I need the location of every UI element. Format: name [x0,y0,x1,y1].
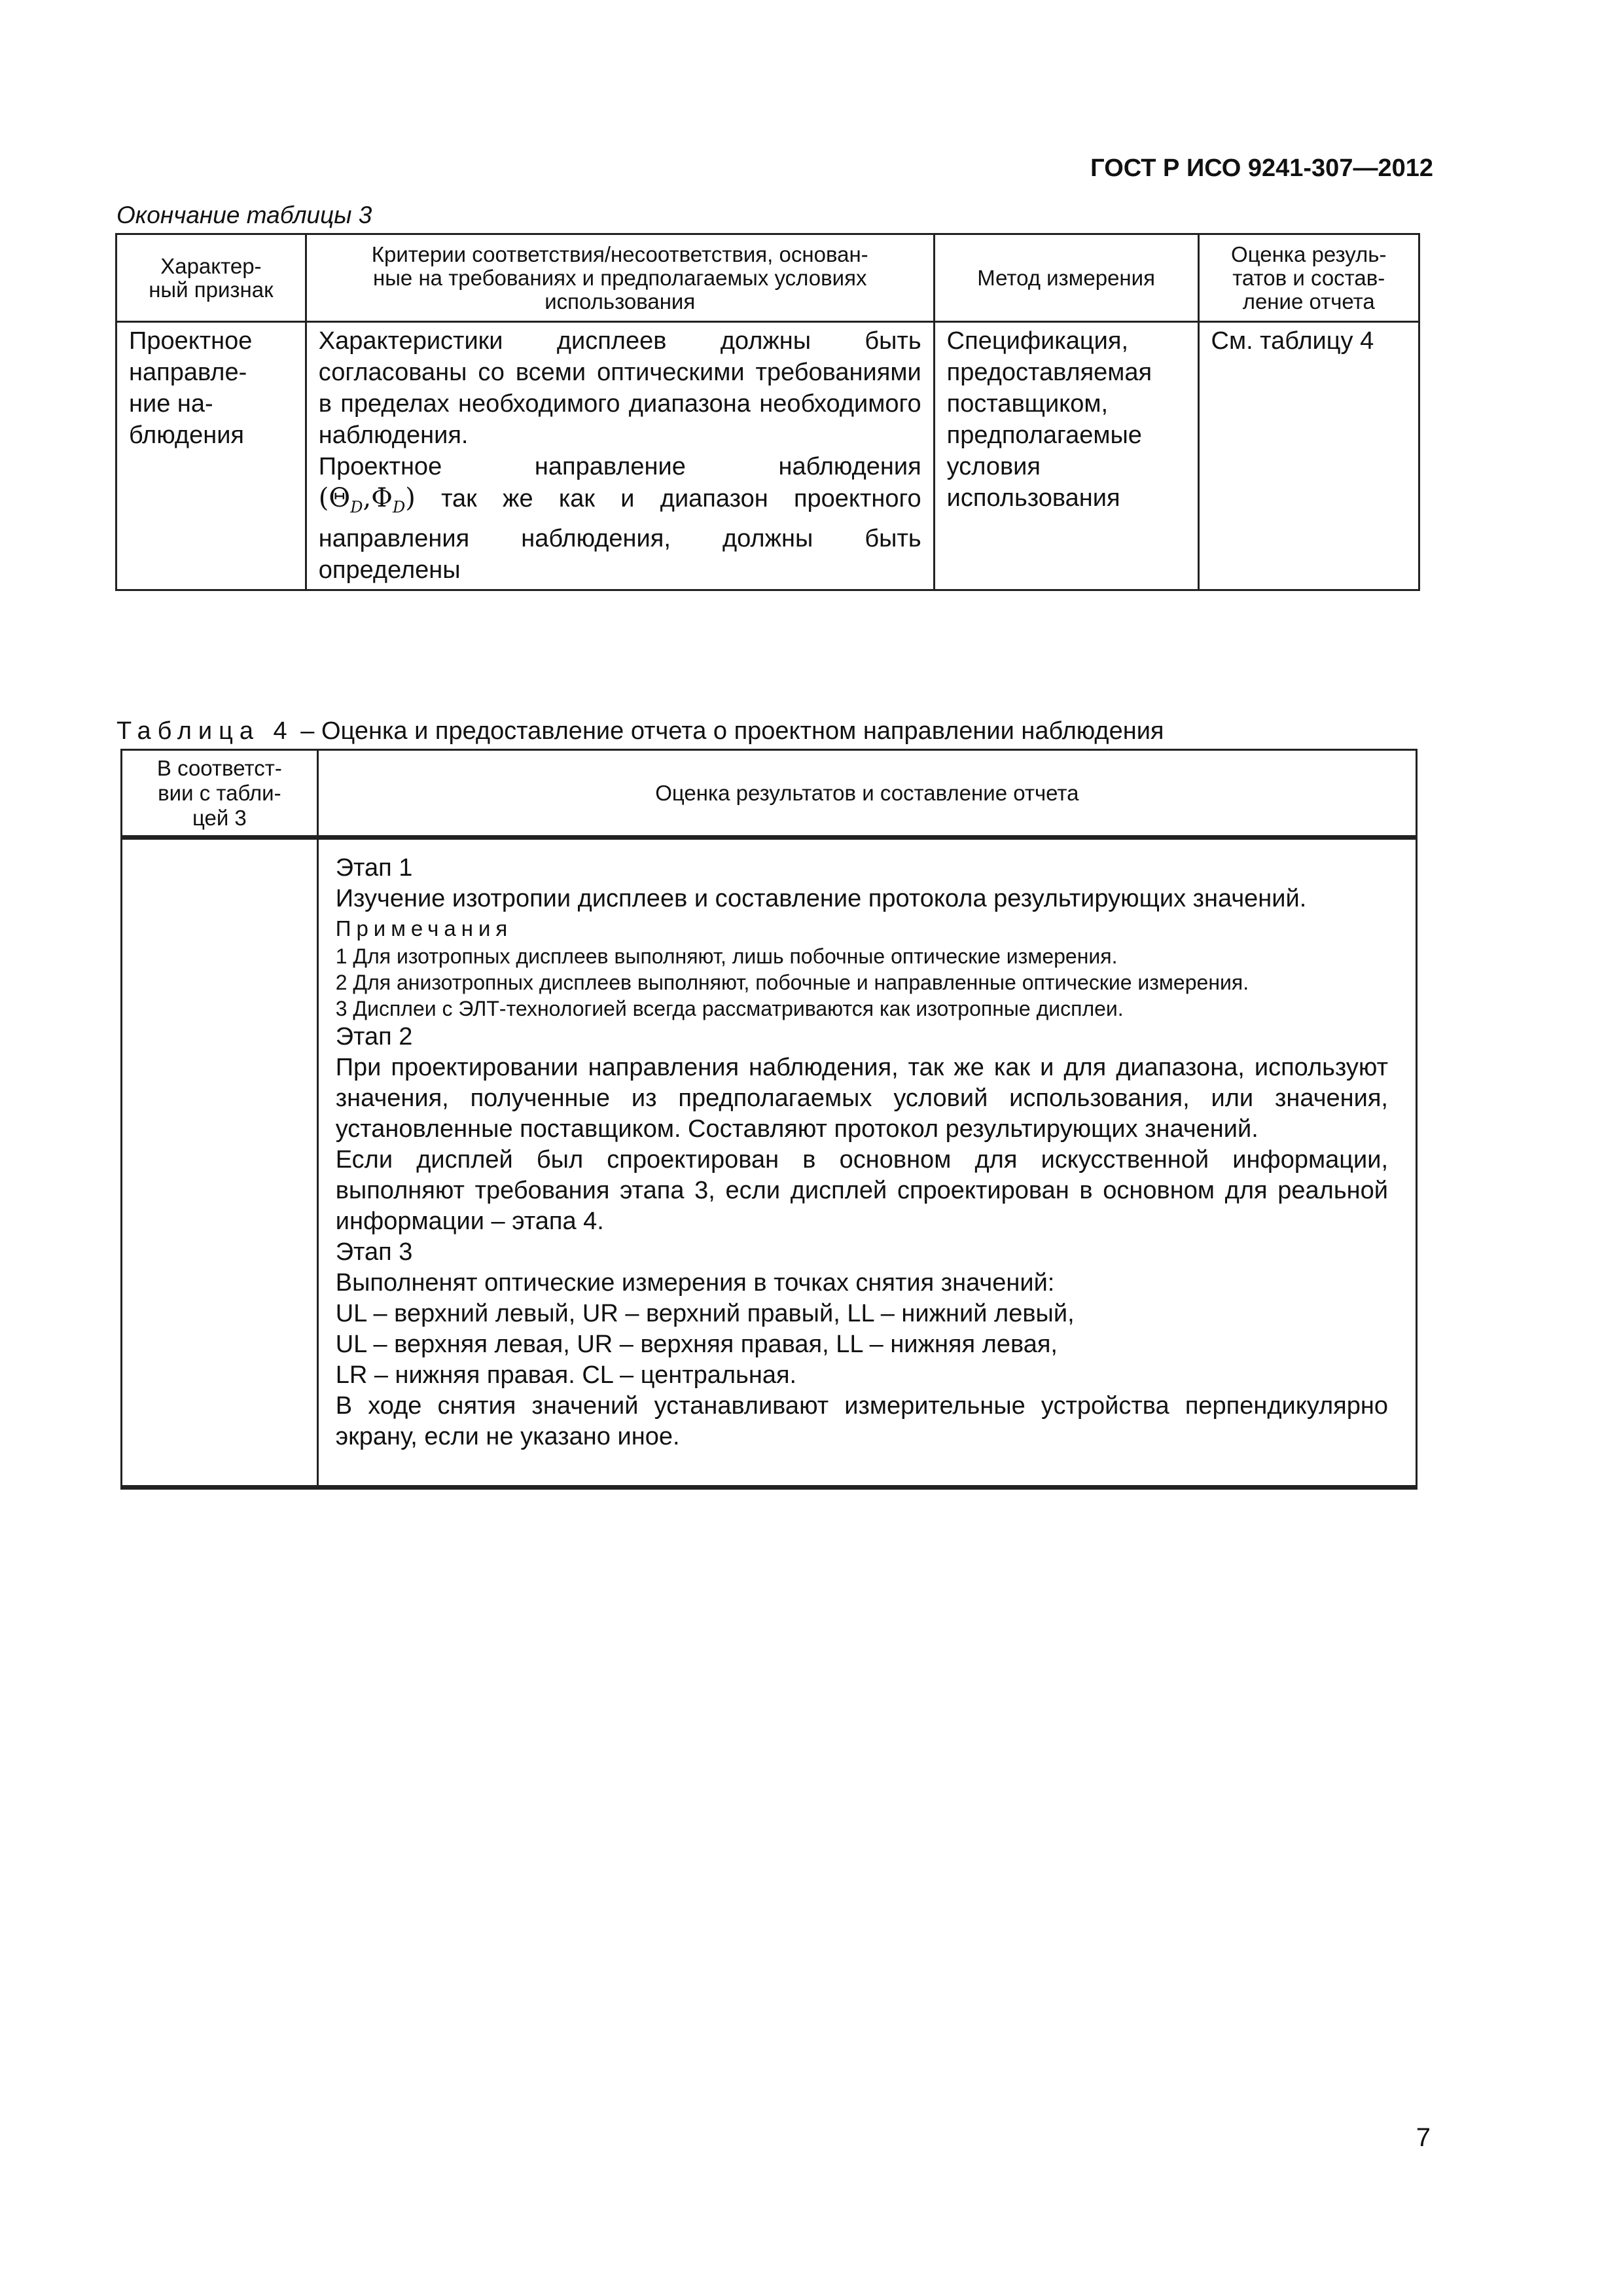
step1-text: Изучение изотропии дисплеев и составление протокола результирующих значений. [335,885,1307,912]
table3-evaluation-cell [1198,322,1419,590]
table4-caption-label: Таблица 4 [116,717,294,745]
table-row [122,838,1417,1488]
criteria-text-1: Характеристики дисплеев должны быть согласованы со всеми оптическими требованиями в пределах необходимого диапазона необходимого наблюдения. [318,327,921,449]
document-code: ГОСТ Р ИСО 9241-307—2012 [1090,154,1433,182]
table4-caption-title: – Оценка и предоставление отчета о проектном направлении наблюдения [300,717,1164,745]
table3-criteria-cell [306,322,934,590]
note-3: 3 Дисплеи с ЭЛТ-технологией всегда рассматриваются как изотропные дисплеи. [335,997,1124,1020]
step3-line-3: UL – верхняя левая, UR – верхняя правая, LL – нижняя левая, [335,1331,1058,1358]
criteria-formula-line [319,482,921,586]
step3-line-4: LR – нижняя правая. CL – центральная. [335,1361,797,1389]
table3-header-criteria: Критерии соответствия/несоответствия, основан- ные на требованиях и предполагаемых условиях использования [306,234,934,322]
table4-content-cell [317,838,1416,1488]
step3-line-1: Выполненят оптические измерения в точках снятия значений: [335,1269,1055,1297]
table4-header-evaluation: Оценка результатов и составление отчета [317,750,1416,838]
table3-feature-cell [116,322,306,590]
table3-header-evaluation: Оценка резуль- татов и состав- ление отчета [1198,234,1419,322]
phi-subscript: D [392,498,406,516]
phi-symbol: Φ [371,483,393,513]
table3-method-cell [934,322,1198,590]
table3-header-row [116,234,1419,322]
step3-title: Этап 3 [335,1238,413,1266]
criteria-text-3: так же как и диапазон проектного направления наблюдения, должны быть определены [318,485,921,584]
table4-ref-cell [122,838,318,1488]
step2-text-1: При проектировании направления наблюдения, так же как и для диапазона, используют значения, полученные из предполагаемых условий использования, или значения, установленные поставщиком. Составляют протокол результирующих значений. [335,1054,1388,1143]
note-1: 1 Для изотропных дисплеев выполняют, лишь побочные оптические измерения. [335,944,1118,968]
table3-header-feature: Характер- ный признак [116,234,306,322]
theta-symbol: Θ [329,483,351,513]
note-2: 2 Для анизотропных дисплеев выполняют, побочные и направленные оптические измерения. [335,971,1249,994]
step3-line-2: UL – верхний левый, UR – верхний правый, LL – нижний левый, [335,1300,1075,1327]
table-row [116,322,1419,590]
table-4 [120,749,1418,1490]
table3-caption: Окончание таблицы 3 [116,202,372,228]
table4-caption [116,717,1164,745]
criteria-text-2: Проектное направление наблюдения [318,453,921,480]
feature-text: Проектное направле- ние на- блюдения [129,327,253,449]
step1-title: Этап 1 [335,854,413,882]
notes-title: Примечания [335,916,513,941]
design-direction-formula: $(\Theta_D,\Phi_D)$ [318,483,416,516]
step3-text: В ходе снятия значений устанавливают измерительные устройства перпендикулярно экрану, если не указано иное. [335,1392,1388,1450]
step2-title: Этап 2 [335,1023,413,1050]
table3-header-method: Метод измерения [934,234,1198,322]
evaluation-text: См. таблицу 4 [1211,327,1374,355]
table4-header-row [122,750,1417,838]
theta-subscript: D [350,498,363,516]
table4-header-ref: В соответст- вии с табли- цей 3 [122,750,318,838]
table-3 [115,233,1420,591]
page-number: 7 [1416,2123,1431,2152]
method-text: Спецификация, предоставляемая поставщиком, предполагаемые условия использования [946,327,1152,512]
step2-text-2: Если дисплей был спроектирован в основном для искусственной информации, выполняют требования этапа 3, если дисплей спроектирован в основном для реальной информации – этапа 4. [335,1146,1388,1235]
